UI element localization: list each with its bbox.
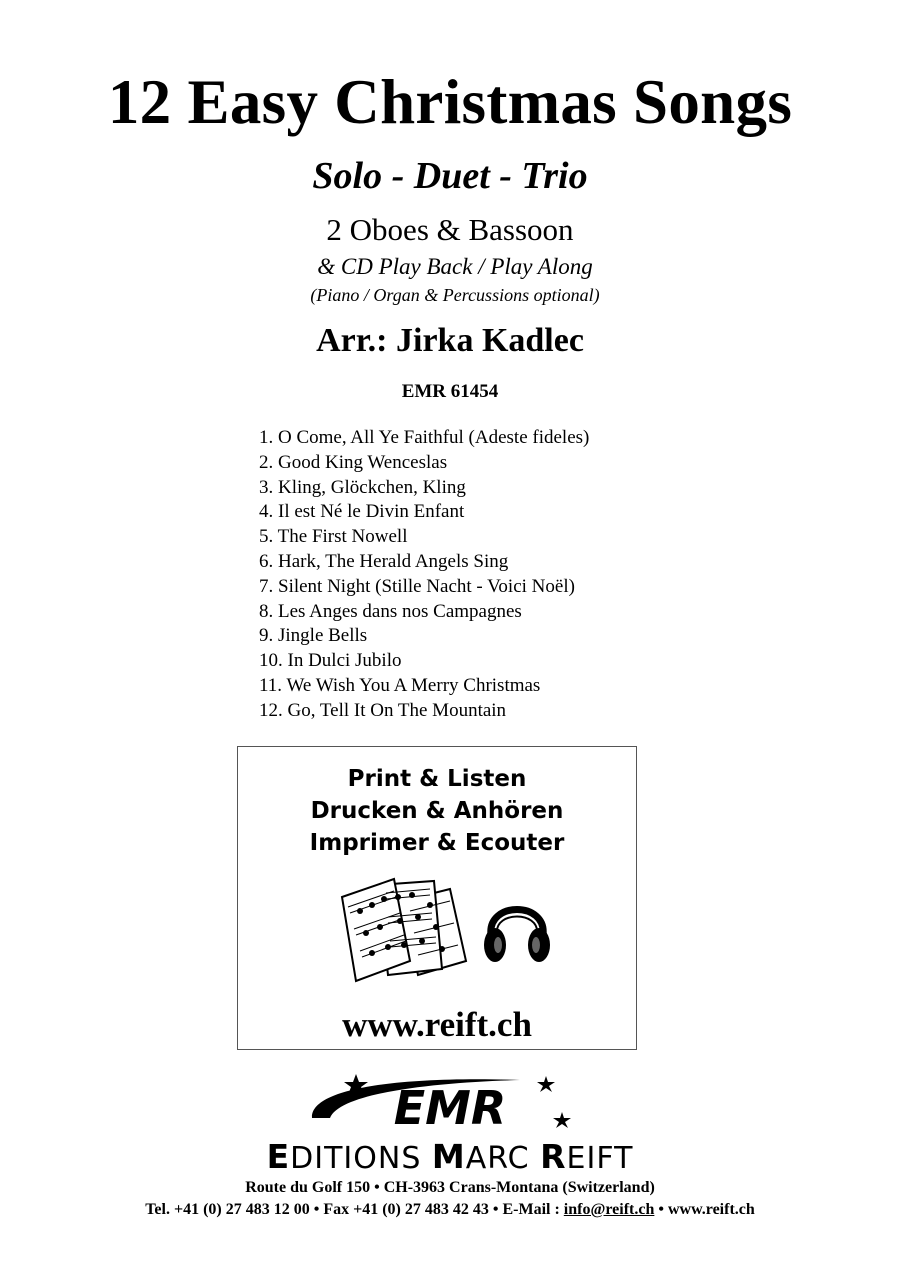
arranger: Arr.: Jirka Kadlec	[316, 322, 584, 359]
publisher-word-marc: ARC	[465, 1141, 530, 1176]
publisher-word-editions: DITIONS	[290, 1141, 422, 1176]
publisher-name	[0, 1137, 900, 1176]
website-url[interactable]: www.reift.ch	[342, 1005, 532, 1044]
print-listen-german: Drucken & Anhören	[310, 798, 564, 824]
contact-line	[0, 1199, 900, 1221]
track-item: 2. Good King Wenceslas	[259, 451, 448, 473]
page-title: 12 Easy Christmas Songs	[107, 67, 793, 137]
publisher-initial-r: R	[540, 1137, 567, 1176]
cd-line: & CD Play Back / Play Along	[317, 254, 593, 279]
email-link[interactable]: info@reift.ch	[563, 1201, 655, 1218]
track-item: 6. Hark, The Herald Angels Sing	[259, 550, 509, 572]
track-item: 3. Kling, Glöckchen, Kling	[259, 476, 466, 498]
track-list	[259, 426, 589, 724]
subtitle: Solo - Duet - Trio	[312, 155, 588, 197]
sheet-music-icon	[338, 875, 470, 985]
headphones-icon	[481, 889, 553, 967]
track-item: 12. Go, Tell It On The Mountain	[259, 699, 507, 721]
publisher-initial-e: E	[266, 1137, 291, 1176]
print-listen-french: Imprimer & Ecouter	[309, 830, 565, 856]
emr-logo	[300, 1070, 600, 1140]
track-item: 11. We Wish You A Merry Christmas	[259, 674, 541, 696]
track-item: 5. The First Nowell	[259, 526, 408, 548]
track-item: 10. In Dulci Jubilo	[259, 650, 402, 672]
track-item: 1. O Come, All Ye Faithful (Adeste fideles)	[259, 427, 590, 448]
instrumentation: 2 Oboes & Bassoon	[326, 212, 574, 247]
optional-instruments: (Piano / Organ & Percussions optional)	[310, 285, 600, 305]
publisher-initial-m: M	[431, 1137, 466, 1176]
contact-website[interactable]: • www.reift.ch	[654, 1201, 755, 1218]
print-listen-box	[237, 746, 637, 1050]
catalog-number: EMR 61454	[401, 381, 499, 402]
track-item: 9. Jingle Bells	[259, 625, 368, 647]
track-item: 8. Les Anges dans nos Campagnes	[259, 600, 522, 622]
emr-logo-text: EMR	[393, 1081, 507, 1135]
publisher-word-reift: EIFT	[566, 1141, 634, 1176]
track-item: 4. Il est Né le Divin Enfant	[259, 501, 465, 523]
publisher-address: Route du Golf 150 • CH-3963 Crans-Montana (Switzerland)	[245, 1179, 655, 1196]
track-item: 7. Silent Night (Stille Nacht - Voici Noël)	[259, 575, 575, 597]
contact-phone-fax: Tel. +41 (0) 27 483 12 00 • Fax +41 (0) 27 483 42 43 • E-Mail :	[145, 1201, 564, 1218]
print-listen-english: Print & Listen	[347, 766, 527, 792]
